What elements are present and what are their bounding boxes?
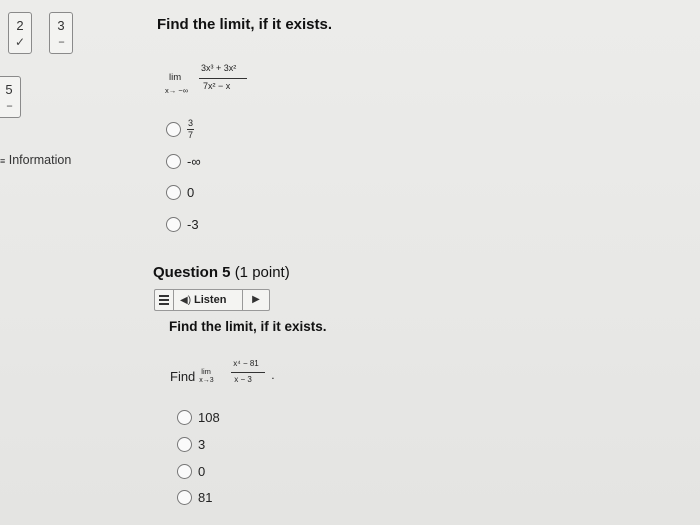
limit-subscript: x→ −∞ [165, 86, 189, 95]
listen-toolbar [154, 289, 270, 311]
question-5-limit [199, 359, 287, 388]
fraction-bar [231, 372, 265, 373]
radio-button[interactable] [166, 185, 181, 200]
question-nav-3[interactable] [49, 12, 73, 54]
q5-option-81[interactable] [177, 490, 212, 505]
question-5-points: (1 point) [234, 264, 290, 281]
radio-button[interactable] [177, 490, 192, 505]
information-link[interactable] [0, 153, 71, 167]
question-nav-2-number: 2 [16, 18, 24, 33]
fraction-denominator: 7 [187, 130, 193, 140]
question-nav-3-status: -- [58, 36, 64, 48]
menu-icon[interactable] [155, 290, 174, 310]
q4-option-0[interactable] [166, 185, 194, 200]
q4-option-neg-infinity[interactable] [166, 154, 201, 169]
q4-option-3-7[interactable] [166, 119, 194, 140]
limit-subscript: x→3 [199, 377, 214, 384]
find-word: Find [170, 368, 196, 384]
q5-option-108[interactable] [177, 410, 220, 425]
option-label: 108 [198, 410, 220, 425]
limit-numerator: 3x³ + 3x² [201, 63, 237, 73]
radio-button[interactable] [177, 464, 192, 479]
option-label: 81 [198, 490, 213, 505]
listen-button[interactable]: Listen [194, 294, 227, 306]
limit-denominator: 7x² − x [203, 81, 231, 91]
limit-lim-text: lim [201, 367, 211, 376]
option-label: 3 [198, 437, 206, 452]
limit-numerator: x⁴ − 81 [233, 359, 259, 368]
question-4-prompt: Find the limit, if it exists. [157, 16, 333, 33]
q5-option-3[interactable] [177, 437, 205, 452]
radio-button[interactable] [166, 122, 181, 137]
option-label: 0 [198, 464, 206, 479]
speaker-icon: ◀) [180, 294, 192, 306]
limit-lim-text: lim [169, 72, 182, 83]
question-nav-5[interactable] [0, 76, 21, 118]
radio-button[interactable] [166, 154, 181, 169]
question-5-title: Question 5 [153, 264, 231, 281]
option-label: 0 [187, 185, 195, 200]
limit-denominator: x − 3 [234, 375, 252, 384]
answered-check-icon: ✓ [14, 35, 26, 49]
fraction-numerator: 3 [187, 118, 193, 128]
period: . [271, 368, 275, 382]
radio-button[interactable] [177, 410, 192, 425]
question-nav-5-number: 5 [5, 82, 13, 97]
question-5-header [153, 264, 290, 281]
q4-option-neg-3[interactable] [166, 217, 199, 232]
question-nav-3-number: 3 [57, 18, 65, 33]
option-fraction [187, 119, 194, 140]
option-label: -3 [187, 217, 199, 232]
fraction-bar [199, 78, 247, 79]
question-5-expression [170, 359, 287, 388]
option-label: -∞ [187, 154, 201, 169]
information-label: Information [8, 153, 72, 167]
radio-button[interactable] [177, 437, 192, 452]
radio-button[interactable] [166, 217, 181, 232]
information-icon: ≡ [0, 156, 6, 166]
question-nav-2[interactable] [8, 12, 32, 54]
play-icon[interactable]: ▶ [242, 290, 269, 310]
q5-option-0[interactable] [177, 464, 205, 479]
question-5-prompt: Find the limit, if it exists. [169, 319, 327, 334]
question-nav-5-status: -- [6, 100, 12, 112]
